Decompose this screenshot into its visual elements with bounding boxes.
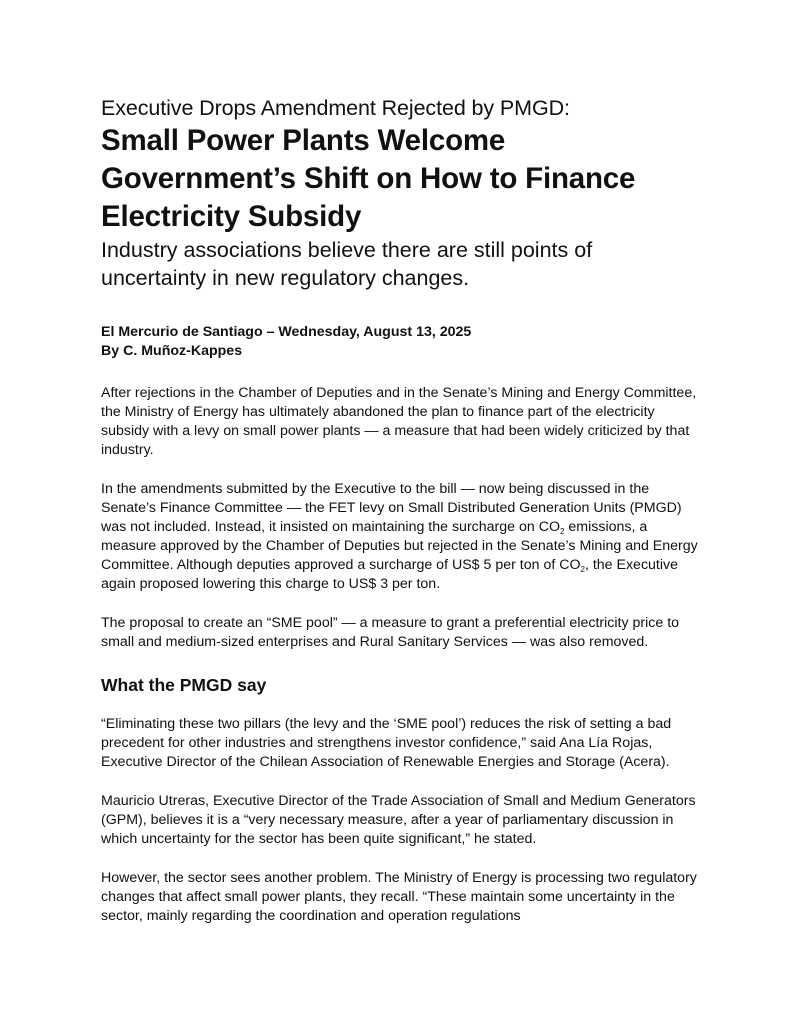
paragraph-4: “Eliminating these two pillars (the levy and the ‘SME pool’) reduces the risk of setting a bad precedent for other industries and strengthens investor confidence,” said Ana Lía Rojas, Executive Director of the Chilean Association of Renewable Energies and Storage (Acera). [101,716,672,770]
article-headline: Small Power Plants Welcome Government’s Shift on How to Finance Electricity Subsidy [101,124,636,233]
byline [101,323,701,361]
section-subhead: What the PMGD say [101,675,267,695]
article-deck: Industry associations believe there are still points of uncertainty in new regulatory changes. [101,238,593,290]
co2-subscript: 2 [580,565,585,574]
co2-subscript: 2 [560,527,565,536]
paragraph-1: After rejections in the Chamber of Deputies and in the Senate’s Mining and Energy Committee, the Ministry of Energy has ultimately abandoned the plan to finance part of the electricity subsidy with a levy on small power plants — a measure that had been widely criticized by that industry. [101,385,697,458]
article [101,94,701,926]
paragraph-6: However, the sector sees another problem. The Ministry of Energy is processing two regulatory changes that affect small power plants, they recall. “These maintain some uncertainty in the sector, mainly regarding the coordination and operation regulations [101,870,697,924]
paragraph-2 [101,480,701,594]
author-line: By C. Muñoz-Kappes [101,343,243,359]
article-kicker: Executive Drops Amendment Rejected by PMGD: [101,96,570,120]
paragraph-2-part-2: emissions, a measure approved by the Chamber of Deputies but rejected in the Senate’s Mining and Energy Committee. Although deputies approved a surcharge of US$ 5 per ton of CO [101,519,698,573]
paragraph-5: Mauricio Utreras, Executive Director of the Trade Association of Small and Medium Generators (GPM), believes it is a “very necessary measure, after a year of parliamentary discussion in which uncertainty for the sector has been quite significant,” he stated. [101,793,696,847]
source-date-line: El Mercurio de Santiago – Wednesday, August 13, 2025 [101,324,472,340]
paragraph-2-part-1: In the amendments submitted by the Executive to the bill — now being discussed in the Senate’s Finance Committee — the FET levy on Small Distributed Generation Units (PMGD) was not included. Instead, it insisted on maintaining the surcharge on CO [101,481,682,535]
paragraph-3: The proposal to create an “SME pool” — a measure to grant a preferential electricity price to small and medium-sized enterprises and Rural Sanitary Services — was also removed. [101,615,680,650]
paragraph-2-part-3: , the Executive again proposed lowering this charge to US$ 3 per ton. [101,557,679,592]
